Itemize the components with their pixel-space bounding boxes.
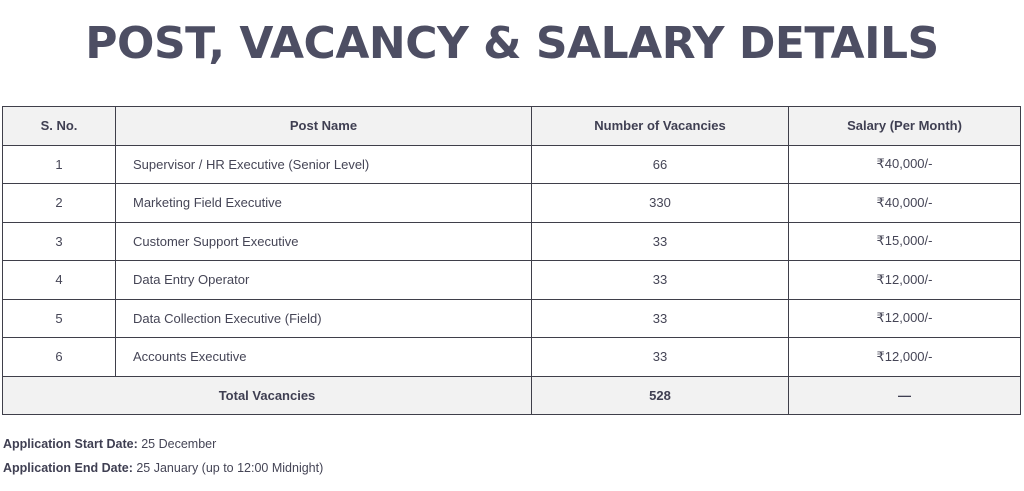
table-row: [3, 299, 1021, 338]
cell-sno: 3: [3, 222, 116, 261]
cell-vacancies: 33: [532, 222, 789, 261]
header-vacancies: Number of Vacancies: [532, 107, 789, 146]
header-salary: Salary (Per Month): [789, 107, 1021, 146]
cell-sno: 5: [3, 299, 116, 338]
cell-salary: ₹15,000/-: [789, 222, 1021, 261]
start-date-label: Application Start Date:: [3, 437, 138, 451]
cell-vacancies: 66: [532, 145, 789, 184]
cell-sno: 6: [3, 338, 116, 377]
total-row: [3, 376, 1021, 415]
cell-vacancies: 33: [532, 299, 789, 338]
cell-salary: ₹12,000/-: [789, 338, 1021, 377]
application-start-date: [3, 437, 216, 451]
total-label: Total Vacancies: [3, 376, 532, 415]
cell-post-name: Supervisor / HR Executive (Senior Level): [116, 145, 532, 184]
cell-vacancies: 330: [532, 184, 789, 223]
end-date-value: 25 January (up to 12:00 Midnight): [132, 461, 324, 475]
table-row: [3, 184, 1021, 223]
cell-salary: ₹12,000/-: [789, 261, 1021, 300]
table-row: [3, 338, 1021, 377]
cell-post-name: Data Collection Executive (Field): [116, 299, 532, 338]
cell-sno: 2: [3, 184, 116, 223]
cell-post-name: Marketing Field Executive: [116, 184, 532, 223]
cell-salary: ₹40,000/-: [789, 184, 1021, 223]
cell-vacancies: 33: [532, 338, 789, 377]
table-header-row: [3, 107, 1021, 146]
header-sno: S. No.: [3, 107, 116, 146]
cell-post-name: Customer Support Executive: [116, 222, 532, 261]
cell-post-name: Accounts Executive: [116, 338, 532, 377]
table-row: [3, 261, 1021, 300]
start-date-value: 25 December: [137, 437, 217, 451]
cell-sno: 1: [3, 145, 116, 184]
end-date-label: Application End Date:: [3, 461, 133, 475]
vacancy-table: [2, 106, 1021, 415]
cell-salary: ₹12,000/-: [789, 299, 1021, 338]
header-post-name: Post Name: [116, 107, 532, 146]
cell-sno: 4: [3, 261, 116, 300]
table-row: [3, 222, 1021, 261]
cell-vacancies: 33: [532, 261, 789, 300]
cell-post-name: Data Entry Operator: [116, 261, 532, 300]
application-end-date: [3, 461, 323, 475]
table-row: [3, 145, 1021, 184]
total-vacancies: 528: [532, 376, 789, 415]
cell-salary: ₹40,000/-: [789, 145, 1021, 184]
page-title: POST, VACANCY & SALARY DETAILS: [85, 18, 939, 69]
total-salary: —: [789, 376, 1021, 415]
